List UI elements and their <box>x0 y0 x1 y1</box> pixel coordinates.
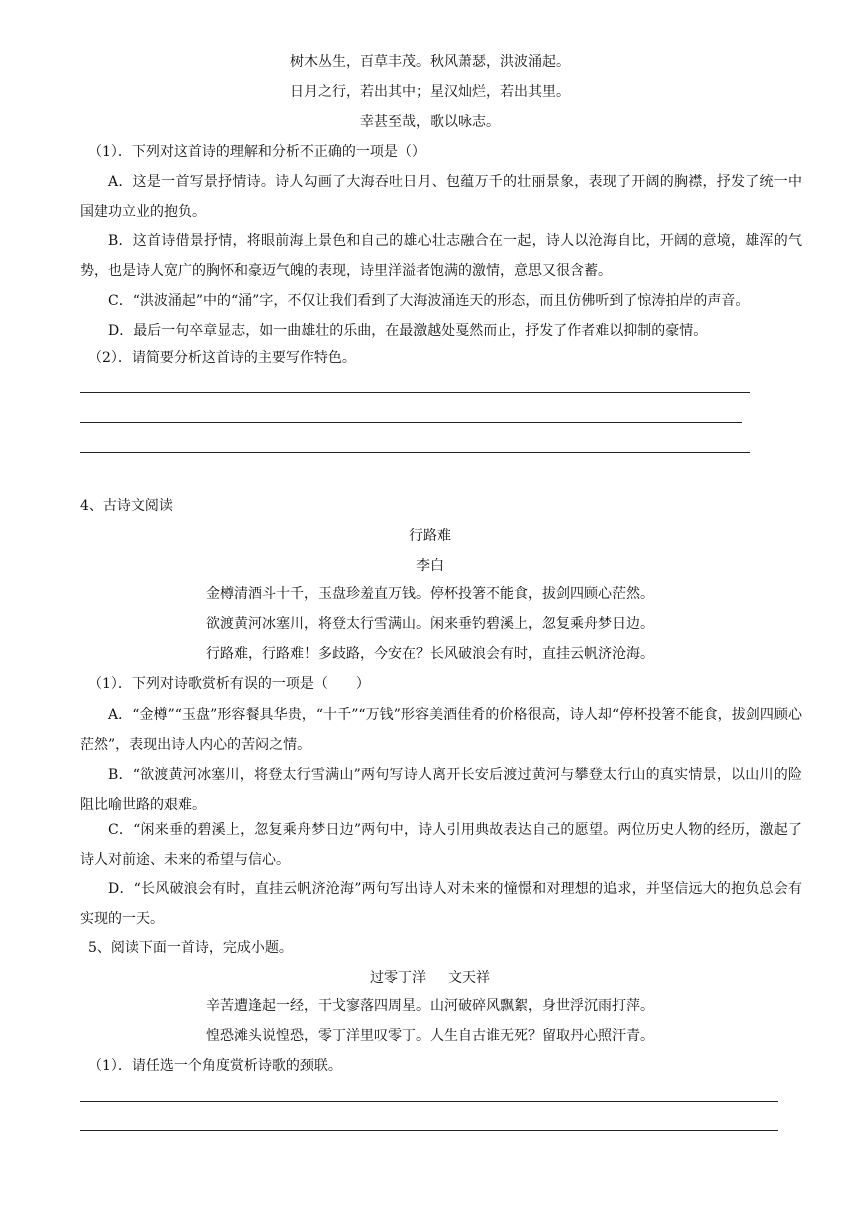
q4-option-d: D．“长风破浪会有时，直挂云帆济沧海”两句写出诗人对未来的憧憬和对理想的追求，并坚信远大的抱负总会有实现的一天。 <box>80 881 802 927</box>
q4-poem-author: 李白 <box>416 558 444 574</box>
q5-poem-line-1: 辛苦遭逢起一经，干戈寥落四周星。山河破碎风飘絮，身世浮沉雨打萍。 <box>206 998 654 1014</box>
q3-poem-line-3: 幸甚至哉，歌以咏志。 <box>360 114 500 130</box>
q4-option-b: B．“欲渡黄河冰塞川，将登太行雪满山”两句写诗人离开长安后渡过黄河与攀登太行山的真实情景，以山川的险阻比喻世路的艰难。 <box>80 767 802 813</box>
answer-line[interactable] <box>80 422 742 423</box>
q5-poem-title-row <box>0 968 860 988</box>
q4-poem-title: 行路难 <box>409 528 451 544</box>
q4-poem-line-3: 行路难，行路难！多歧路，今安在？长风破浪会有时，直挂云帆济沧海。 <box>206 646 654 662</box>
q3-sub1-question: （1）．下列对这首诗的理解和分析不正确的一项是（） <box>88 144 426 160</box>
q3-option-b: B．这首诗借景抒情，将眼前海上景色和自己的雄心壮志融合在一起，诗人以沧海自比，开阔的意境，雄浑的气势，也是诗人宽广的胸怀和豪迈气魄的表现，诗里洋溢者饱满的激情，意思又很含蓄。 <box>80 233 802 279</box>
q5-poem-title: 过零丁洋 <box>370 970 426 986</box>
answer-line[interactable] <box>80 1130 778 1131</box>
q5-sub1-question: （1）．请任选一个角度赏析诗歌的颈联。 <box>88 1058 342 1074</box>
q4-option-c: C．“闲来垂的碧溪上，忽复乘舟梦日边”两句中，诗人引用典故表达自己的愿望。两位历史人物的经历，激起了诗人对前途、未来的希望与信心。 <box>80 822 802 868</box>
q4-sub1-question: （1）．下列对诗歌赏析有误的一项是（ ） <box>88 676 370 692</box>
q3-option-d: D．最后一句卒章显志，如一曲雄壮的乐曲，在最激越处戛然而止，抒发了作者难以抑制的豪情。 <box>108 323 708 339</box>
q5-heading: 5、阅读下面一首诗，完成小题。 <box>88 940 293 956</box>
q4-option-a: A．“金樽”“玉盘”形容餐具华贵，“十千”“万钱”形容美酒佳肴的价格很高，诗人却“停杯投箸不能食，拔剑四顾心茫然”，表现出诗人内心的苦闷之情。 <box>80 707 802 753</box>
q3-poem-line-2: 日月之行，若出其中；星汉灿烂，若出其里。 <box>290 84 570 100</box>
q5-poem-line-2: 惶恐滩头说惶恐，零丁洋里叹零丁。人生自古谁无死？留取丹心照汗青。 <box>206 1028 654 1044</box>
q4-poem-line-2: 欲渡黄河冰塞川，将登太行雪满山。闲来垂钓碧溪上，忽复乘舟梦日边。 <box>206 616 654 632</box>
q4-poem-line-1: 金樽清酒斗十千，玉盘珍羞直万钱。停杯投箸不能食，拔剑四顾心茫然。 <box>206 586 654 602</box>
q4-heading: 4、古诗文阅读 <box>80 498 173 514</box>
q3-option-a: A．这是一首写景抒情诗。诗人勾画了大海吞吐日月、包蕴万千的壮丽景象，表现了开阔的胸襟，抒发了统一中国建功立业的抱负。 <box>80 174 802 220</box>
answer-line[interactable] <box>80 452 750 453</box>
q3-sub2-question: （2）．请简要分析这首诗的主要写作特色。 <box>88 350 356 366</box>
answer-line[interactable] <box>80 1101 778 1102</box>
answer-line[interactable] <box>80 392 750 393</box>
q5-poem-author: 文天祥 <box>448 970 490 986</box>
q3-poem-line-1: 树木丛生，百草丰茂。秋风萧瑟，洪波涌起。 <box>290 54 570 70</box>
q3-option-c: C．“洪波涌起”中的“涌”字，不仅让我们看到了大海波涌连天的形态，而且仿佛听到了惊涛拍岸的声音。 <box>108 293 750 309</box>
